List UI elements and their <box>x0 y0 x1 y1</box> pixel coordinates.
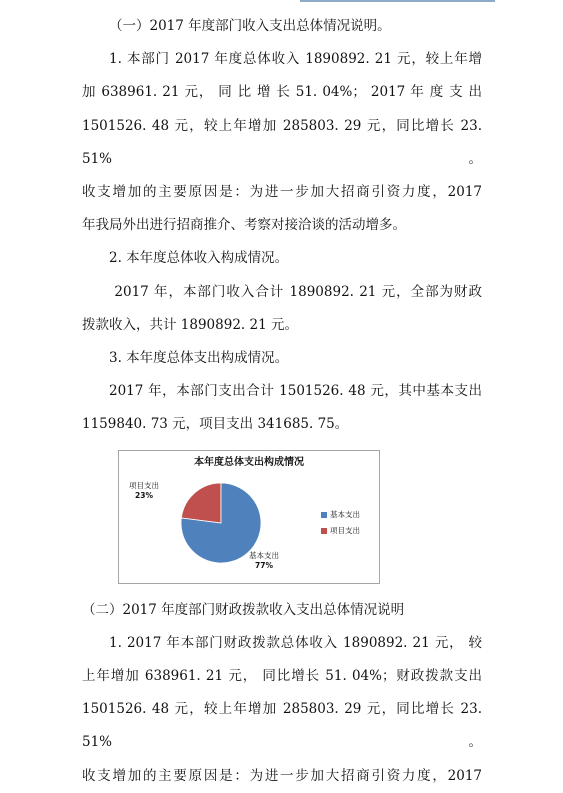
section1-item3-heading: 3. 本年度总体支出构成情况。 <box>109 350 289 367</box>
text-line: 上年增加 638961. 21 元， 同比增长 51. 04%；财政拨款支出 <box>82 668 482 685</box>
text-line: 2017 年，本部门收入合计 1890892. 21 元，全部为财政 <box>114 283 482 300</box>
text-line: 1. 2017 年本部门财政拨款总体收入 1890892. 21 元， 较 <box>109 634 482 651</box>
expenditure-pie-chart <box>118 450 380 584</box>
text-line: 1. 本部门 2017 年度总体收入 1890892. 21 元，较上年增 <box>109 51 482 68</box>
text-line: 收支增加的主要原因是：为进一步加大招商引资力度，2017 <box>82 184 482 201</box>
legend-label: 基本支出 <box>330 509 360 519</box>
text-line: 拨款收入，共计 1890892. 21 元。 <box>82 316 298 333</box>
slice-label-basic <box>249 551 279 571</box>
section1-item3 <box>82 375 482 441</box>
text-line: 收支增加的主要原因是：为进一步加大招商引资力度，2017 <box>82 767 482 784</box>
legend-swatch <box>321 528 327 534</box>
document-page <box>82 10 482 793</box>
legend-swatch <box>321 512 327 518</box>
legend-label: 项目支出 <box>330 525 360 535</box>
text-line: 年我局外出进行招商推介、考察对接洽谈的活动增多。 <box>82 217 406 234</box>
section1-item2-heading: 2. 本年度总体收入构成情况。 <box>109 250 289 267</box>
section1-item2 <box>82 276 482 342</box>
text-line: 1501526. 48 元，较上年增加 285803. 29 元，同比增长 23. 51%。 <box>82 117 482 167</box>
chart-legend <box>321 507 360 539</box>
slice-category-label: 基本支出 <box>249 550 279 560</box>
header-rule <box>300 0 495 2</box>
slice-category-label: 项目支出 <box>129 480 159 490</box>
legend-item-basic <box>321 507 360 523</box>
legend-item-project <box>321 523 360 539</box>
slice-value-label: 23% <box>135 490 153 500</box>
slice-value-label: 77% <box>255 560 273 570</box>
text-line: 1501526. 48 元，较上年增加 285803. 29 元，同比增长 23. 51%。 <box>82 701 482 751</box>
section2-heading: （二）2017 年度部门财政拨款收入支出总体情况说明 <box>82 601 405 618</box>
chart-title: 本年度总体支出构成情况 <box>194 456 304 468</box>
slice-label-project <box>129 481 159 501</box>
text-line: 2017 年，本部门支出合计 1501526. 48 元，其中基本支出 <box>109 383 482 400</box>
section1-heading: （一）2017 年度部门收入支出总体情况说明。 <box>109 18 391 34</box>
section1-item1 <box>82 43 482 242</box>
text-line: 加 638961. 21 元， 同 比 增 长 51. 04%； 2017 年 度 支 出 <box>82 84 482 101</box>
text-line: 1159840. 73 元，项目支出 341685. 75。 <box>82 416 349 433</box>
section2-item1 <box>82 627 482 793</box>
pie-slice-project <box>181 483 221 523</box>
